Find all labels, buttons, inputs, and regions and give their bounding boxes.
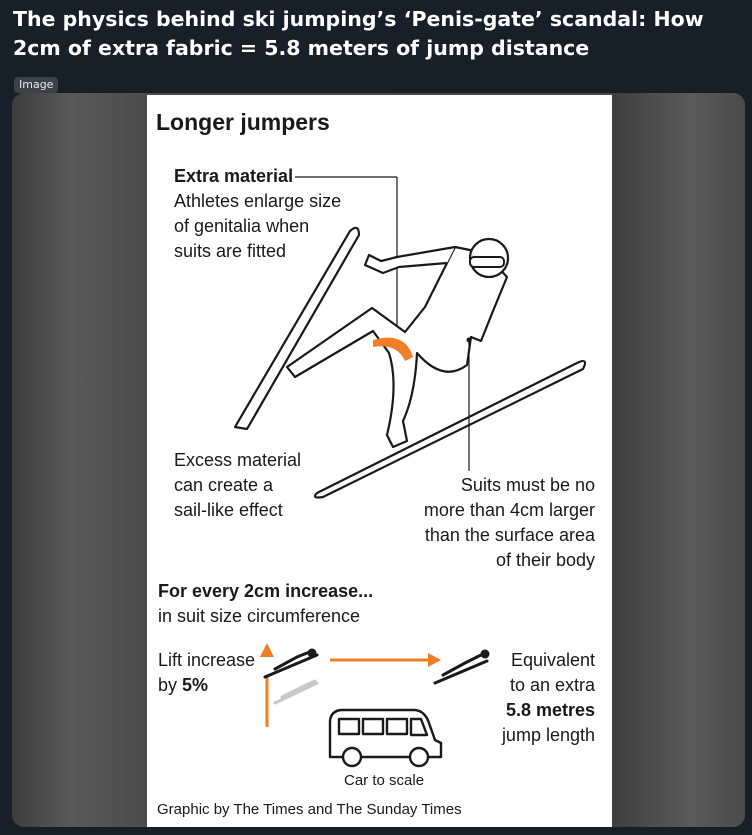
infographic (147, 95, 612, 827)
annotation-suit-rule (355, 473, 595, 573)
extra-material-heading: Extra material (174, 166, 294, 186)
small-jumper-lift (265, 650, 317, 677)
lift-increase-block (158, 648, 268, 698)
equiv-line4: jump length (501, 725, 595, 745)
goggles (470, 257, 504, 267)
excess-line: sail-like effect (174, 500, 283, 520)
suit-rule-line: more than 4cm larger (423, 500, 595, 520)
annotation-extra-material (174, 164, 394, 264)
suit-rule-line: of their body (495, 550, 595, 570)
excess-line: Excess material (174, 450, 302, 470)
lift-prefix: by (158, 675, 183, 695)
post-title: The physics behind ski jumping’s ‘Penis-gate’ scandal: How 2cm of extra fabric = 5.8 meters of jump distance (13, 7, 704, 60)
image-badge[interactable]: Image (14, 77, 58, 93)
equiv-distance: 5.8 metres (505, 700, 595, 720)
extra-material-line: of genitalia when (174, 216, 310, 236)
distance-arrow-head (428, 653, 441, 667)
car-caption: Car to scale (344, 772, 425, 789)
car-icon (330, 710, 441, 766)
equiv-line2: to an extra (509, 675, 595, 695)
every-2cm-block (158, 579, 488, 629)
small-jumper-ghost (275, 681, 317, 703)
extra-material-line: Athletes enlarge size (174, 191, 342, 211)
lift-percent: 5% (182, 675, 209, 695)
every-2cm-sub: in suit size circumference (158, 606, 361, 626)
graphic-title: Longer jumpers (156, 109, 330, 135)
suit-rule-line: than the surface area (424, 525, 595, 545)
extra-material-line: suits are fitted (174, 241, 287, 261)
annotation-excess-material (174, 448, 374, 523)
excess-line: can create a (174, 475, 274, 495)
every-2cm-heading: For every 2cm increase... (158, 581, 374, 601)
graphic-credit: Graphic by The Times and The Sunday Times (157, 801, 462, 818)
lift-line1: Lift increase (158, 650, 256, 670)
equiv-line1: Equivalent (510, 650, 595, 670)
frame-blur-right (612, 93, 745, 827)
suit-rule-line: Suits must be no (460, 475, 595, 495)
lift-line2 (158, 673, 268, 698)
equivalent-block (475, 648, 595, 748)
